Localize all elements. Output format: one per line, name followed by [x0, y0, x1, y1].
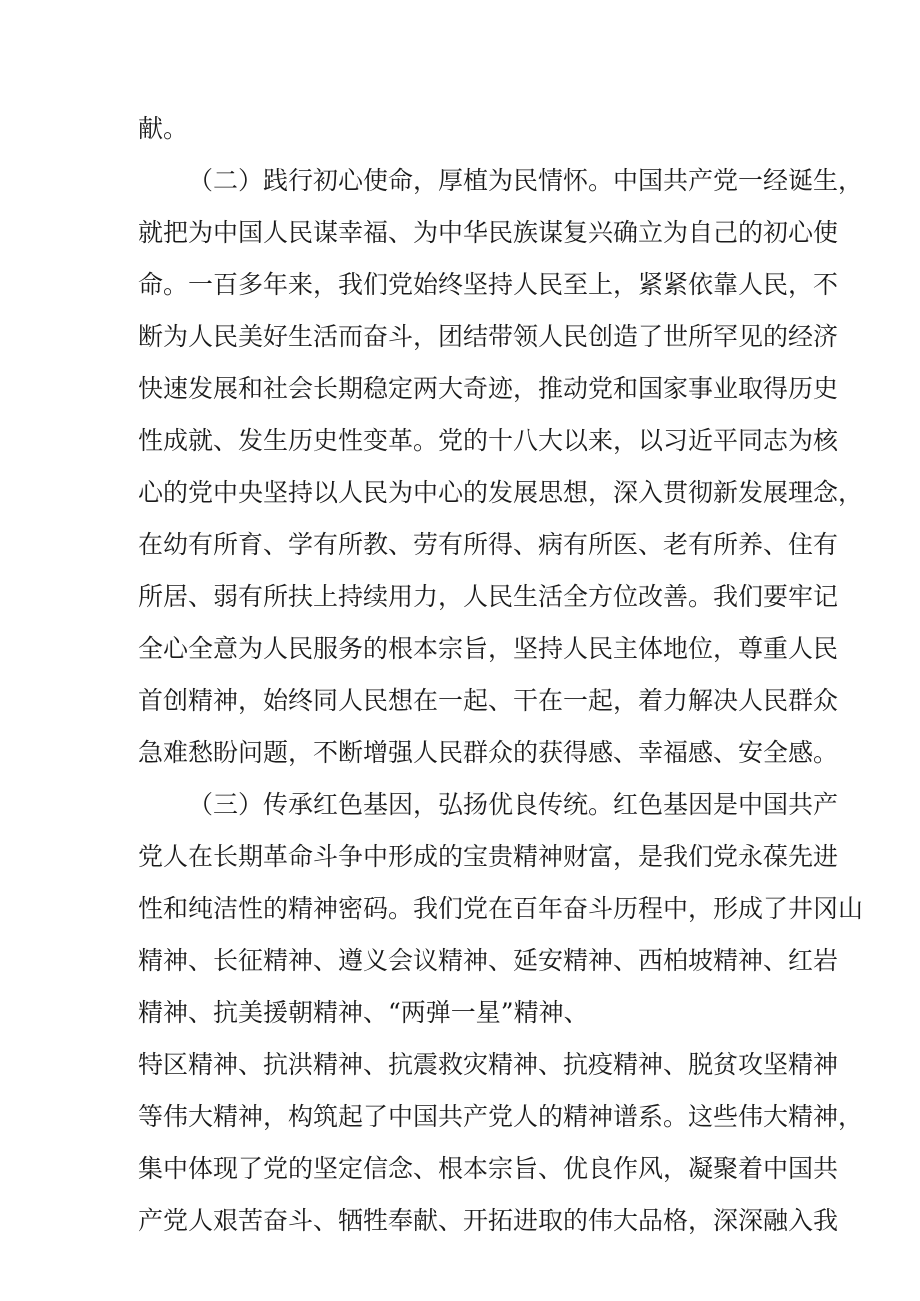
text-line: 首创精神，始终同人民想在一起、干在一起，着力解决人民群众	[138, 686, 839, 715]
text-line: 快速发展和社会长期稳定两大奇迹，推动党和国家事业取得历史	[138, 374, 839, 403]
text-line: 在幼有所育、学有所教、劳有所得、病有所医、老有所养、住有	[138, 530, 839, 559]
text-line: 所居、弱有所扶上持续用力，人民生活全方位改善。我们要牢记	[138, 582, 839, 611]
text-line: 性成就、发生历史性变革。党的十八大以来，以习近平同志为核	[138, 426, 839, 455]
text-line: 心的党中央坚持以人民为中心的发展思想，深入贯彻新发展理念，	[138, 478, 864, 507]
text-line: 产党人艰苦奋斗、牺牲奉献、开拓进取的伟大品格，深深融入我	[138, 1206, 839, 1235]
text-line: 全心全意为人民服务的根本宗旨，坚持人民主体地位，尊重人民	[138, 634, 839, 663]
text-line: 特区精神、抗洪精神、抗震救灾精神、抗疫精神、脱贫攻坚精神	[138, 1050, 839, 1079]
text-line: 党人在长期革命斗争中形成的宝贵精神财富，是我们党永葆先进	[138, 842, 839, 871]
text-line: 断为人民美好生活而奋斗，团结带领人民创造了世所罕见的经济	[138, 322, 839, 351]
text-line: 急难愁盼问题，不断增强人民群众的获得感、幸福感、安全感。	[138, 738, 839, 767]
text-line: 献。	[138, 114, 189, 143]
text-line: 就把为中国人民谋幸福、为中华民族谋复兴确立为自己的初心使	[138, 218, 839, 247]
text-line: 命。一百多年来，我们党始终坚持人民至上，紧紧依靠人民，不	[138, 270, 839, 299]
text-line: 性和纯洁性的精神密码。我们党在百年奋斗历程中，形成了井冈山	[138, 894, 864, 923]
text-line: 精神、长征精神、遵义会议精神、延安精神、西柏坡精神、红岩	[138, 946, 839, 975]
text-line: 精神、抗美援朝精神、“两弹一星”精神、	[138, 998, 589, 1027]
paragraph-heading-line: （二）践行初心使命，厚植为民情怀。中国共产党一经诞生，	[188, 166, 864, 195]
text-line: 集中体现了党的坚定信念、根本宗旨、优良作风，凝聚着中国共	[138, 1154, 839, 1183]
paragraph-heading-line: （三）传承红色基因，弘扬优良传统。红色基因是中国共产	[188, 790, 839, 819]
text-line: 等伟大精神，构筑起了中国共产党人的精神谱系。这些伟大精神，	[138, 1102, 864, 1131]
